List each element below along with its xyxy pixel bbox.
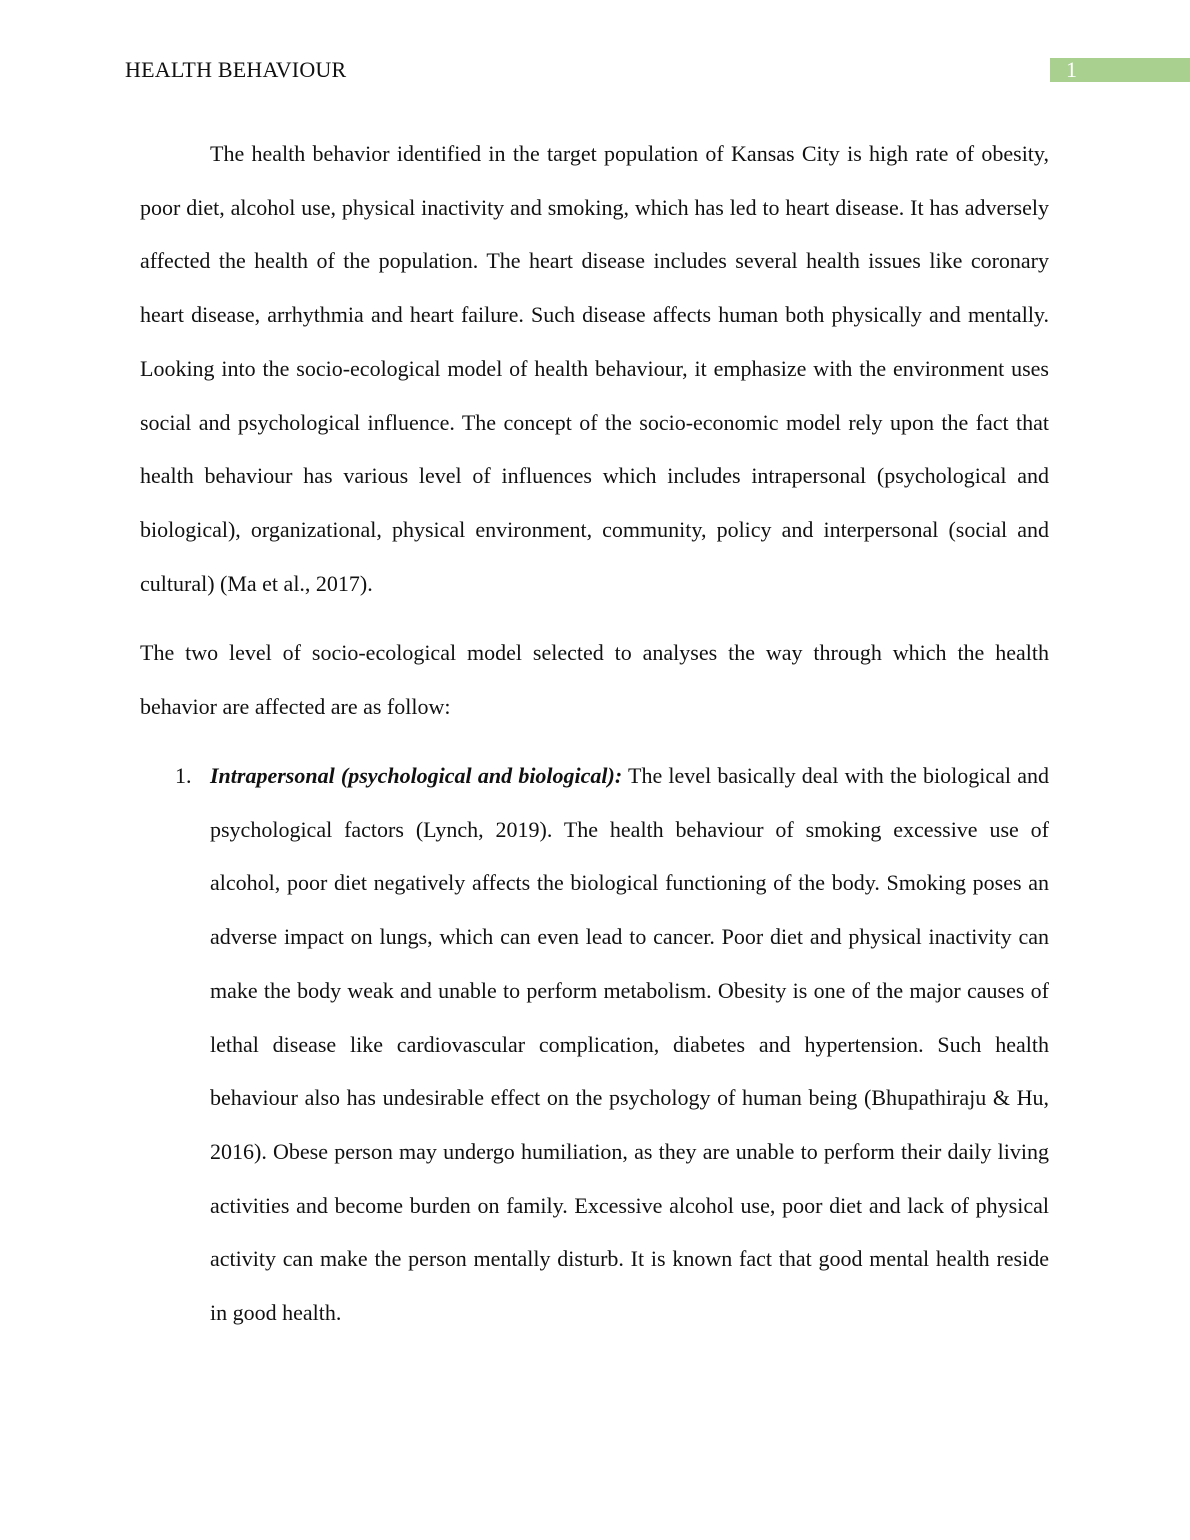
list-item [140,749,1049,1340]
list-item-term: Intrapersonal (psychological and biological): [210,763,623,788]
list-item-text [210,749,1049,1340]
page-number: 1 [1066,57,1077,82]
page-number-badge [1050,58,1190,82]
running-head-title: HEALTH BEHAVIOUR [125,57,347,82]
list-item-body: The level basically deal with the biological and psychological factors (Lynch, 2019). The health behaviour of smoking excessive use of alcohol, poor diet negatively affects the biological functioning of the body. Smoking poses an adverse impact on lungs, which can even lead to cancer. Poor diet and physical inactivity can make the body weak and unable to perform metabolism. Obesity is one of the major causes of lethal disease like cardiovascular complication, diabetes and hypertension. Such health behaviour also has undesirable effect on the psychology of human being (Bhupathiraju & Hu, 2016). Obese person may undergo humiliation, as they are unable to perform their daily living activities and become burden on family. Excessive alcohol use, poor diet and lack of physical activity can make the person mentally disturb. It is known fact that good mental health reside in good health. [210,763,1049,1326]
body-paragraph-levels: The two level of socio-ecological model selected to analyses the way through which the health behavior are affected are as follow: [140,640,1049,719]
body-paragraph-intro: The health behavior identified in the target population of Kansas City is high rate of obesity, poor diet, alcohol use, physical inactivity and smoking, which has led to heart disease. It has adversely affected the health of the population. The heart disease includes several health issues like coronary heart disease, arrhythmia and heart failure. Such disease affects human both physically and mentally. Looking into the socio-ecological model of health behaviour, it emphasize with the environment uses social and psychological influence. The concept of the socio-economic model rely upon the fact that health behaviour has various level of influences which includes intrapersonal (psychological and biological), organizational, physical environment, community, policy and interpersonal (social and cultural) (Ma et al., 2017). [140,141,1049,596]
list-item-number: 1. [175,763,192,788]
numbered-list [140,749,1049,1340]
